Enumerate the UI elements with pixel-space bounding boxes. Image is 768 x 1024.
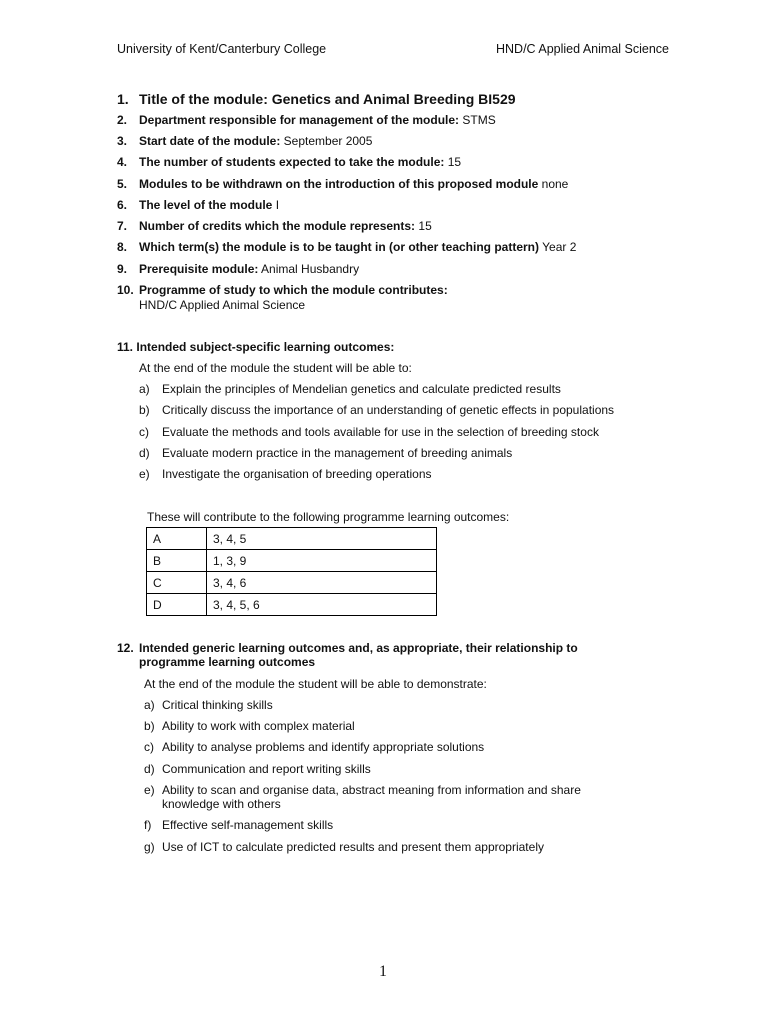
table-cell-value: 3, 4, 5, 6 [207,594,437,616]
outcome-c-text: Evaluate the methods and tools available for use in the selection of breeding stock [162,425,599,439]
item-3-number: 3. [117,134,128,148]
generic-outcome-f-letter: f) [144,818,152,832]
item-5-number: 5. [117,177,128,191]
item-7-label: Number of credits which the module represents: [139,219,416,233]
generic-outcome-a-letter: a) [144,698,155,712]
item-1-number: 1. [117,91,129,107]
table-cell-value: 3, 4, 5 [207,528,437,550]
item-6-number: 6. [117,198,128,212]
generic-outcome-c-letter: c) [144,740,154,754]
item-2 [139,113,496,127]
table-cell-key: C [147,572,207,594]
item-5-value: none [538,177,569,191]
table-cell-key: D [147,594,207,616]
item-5-label: Modules to be withdrawn on the introduction of this proposed module [139,177,539,191]
header-programme: HND/C Applied Animal Science [496,42,669,56]
item-2-value: STMS [459,113,496,127]
outcome-d-letter: d) [139,446,150,460]
generic-outcome-b-letter: b) [144,719,155,733]
item-9 [139,262,359,276]
item-4-number: 4. [117,155,128,169]
header-institution: University of Kent/Canterbury College [117,42,327,56]
generic-outcome-b-text: Ability to work with complex material [162,719,355,733]
item-4-label: The number of students expected to take the module: [139,155,445,169]
item-8-label: Which term(s) the module is to be taught in (or other teaching pattern) [139,240,540,254]
item-6-label: The level of the module [139,198,273,212]
generic-outcome-c-text: Ability to analyse problems and identify appropriate solutions [162,740,485,754]
item-7-value: 15 [415,219,432,233]
item-3-label: Start date of the module: [139,134,281,148]
item-5 [139,177,568,191]
outcome-c-letter: c) [139,425,149,439]
section-12-heading-line2: programme learning outcomes [139,655,316,669]
generic-outcome-e-text-cont: knowledge with others [162,797,281,811]
item-2-number: 2. [117,113,128,127]
item-6-value: I [272,198,280,212]
item-8-value: Year 2 [539,240,577,254]
generic-outcome-d-text: Communication and report writing skills [162,762,371,776]
item-9-number: 9. [117,262,128,276]
table-cell-key: A [147,528,207,550]
page-number: 1 [379,963,387,980]
section-12-intro: At the end of the module the student will be able to demonstrate: [144,677,487,691]
outcome-b-text: Critically discuss the importance of an understanding of genetic effects in populations [162,403,615,417]
item-4 [139,155,461,169]
item-9-label: Prerequisite module: [139,262,259,276]
generic-outcome-a-text: Critical thinking skills [162,698,273,712]
table-row [147,528,437,550]
table-cell-value: 3, 4, 6 [207,572,437,594]
generic-outcome-d-letter: d) [144,762,155,776]
table-cell-key: B [147,550,207,572]
section-12-heading-line1: Intended generic learning outcomes and, as appropriate, their relationship to [139,641,578,655]
outcome-a-letter: a) [139,382,150,396]
item-3 [139,134,372,148]
section-11-intro: At the end of the module the student will be able to: [139,361,412,375]
outcome-d-text: Evaluate modern practice in the management of breeding animals [162,446,513,460]
contribute-text: These will contribute to the following programme learning outcomes: [147,510,510,524]
item-8-number: 8. [117,240,128,254]
item-3-value: September 2005 [280,134,373,148]
table-row [147,594,437,616]
item-9-value: Animal Husbandry [258,262,360,276]
outcome-e-text: Investigate the organisation of breeding operations [162,467,432,481]
generic-outcome-e-letter: e) [144,783,155,797]
section-12-number: 12. [117,641,134,655]
generic-outcome-f-text: Effective self-management skills [162,818,334,832]
item-2-label: Department responsible for management of the module: [139,113,460,127]
table-row [147,572,437,594]
generic-outcome-g-letter: g) [144,840,155,854]
item-6 [139,198,279,212]
item-10-label: Programme of study to which the module contributes: [139,283,448,297]
table-cell-value: 1, 3, 9 [207,550,437,572]
outcome-a-text: Explain the principles of Mendelian genetics and calculate predicted results [162,382,561,396]
generic-outcome-g-text: Use of ICT to calculate predicted results and present them appropriately [162,840,544,854]
generic-outcome-e-text: Ability to scan and organise data, abstract meaning from information and share [162,783,581,797]
outcome-e-letter: e) [139,467,150,481]
item-7-number: 7. [117,219,128,233]
item-7 [139,219,432,233]
item-4-value: 15 [444,155,462,169]
outcome-b-letter: b) [139,403,150,417]
item-10-value: HND/C Applied Animal Science [139,298,306,312]
module-title: Title of the module: Genetics and Animal Breeding BI529 [139,91,516,107]
item-10-number: 10. [117,283,134,297]
table-row [147,550,437,572]
item-8 [139,240,576,254]
section-11-heading: 11. Intended subject-specific learning outcomes: [117,340,395,354]
programme-outcomes-table [146,527,437,616]
